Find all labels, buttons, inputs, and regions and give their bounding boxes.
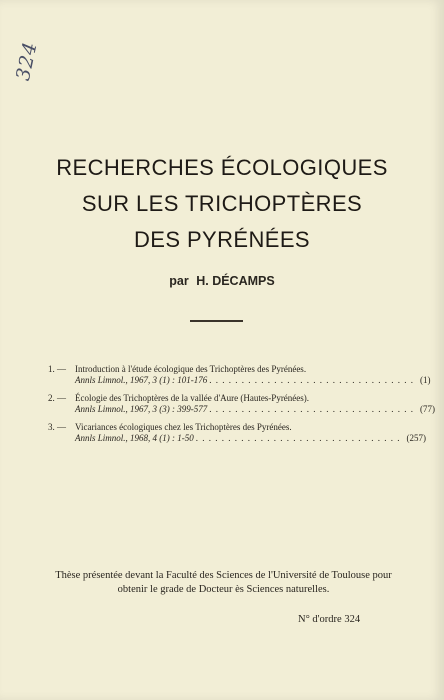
thesis-statement: Thèse présentée devant la Faculté des Sciences de l'Université de Toulouse pour obtenir le grade de Docteur ès Sciences naturelles. — [55, 570, 392, 595]
leader-dots: . . . . . . . . . . . . . . . . . . . . . . . . . . . . . . . . — [195, 432, 401, 443]
work-page: (257) — [406, 432, 426, 443]
work-number: 2. — — [48, 393, 66, 403]
leader-dots: . . . . . . . . . . . . . . . . . . . . . . . . . . . . . . . . — [209, 374, 414, 385]
work-reference — [75, 432, 426, 444]
title-line-1: RECHERCHES ÉCOLOGIQUES — [56, 155, 388, 180]
work-citation: Annls Limnol., 1967, 3 (3) : 399-577 — [75, 403, 208, 414]
author-prefix: par — [169, 274, 189, 288]
work-item-1 — [48, 364, 431, 385]
work-number: 1. — — [48, 364, 66, 374]
document-title — [0, 150, 444, 258]
leader-dots: . . . . . . . . . . . . . . . . . . . . . . . . . . . . . . . . — [209, 403, 414, 414]
works-list — [48, 364, 435, 451]
work-item-3 — [48, 422, 426, 443]
work-page: (77) — [420, 403, 435, 414]
work-text: Écologie des Trichoptères de la vallée d'Aure (Hautes-Pyrénées). — [75, 393, 310, 403]
author-line — [0, 274, 444, 288]
work-reference — [75, 403, 435, 415]
handwritten-note: 324 — [12, 39, 42, 83]
work-page: (1) — [420, 374, 431, 385]
title-line-2: SUR LES TRICHOPTÈRES — [81, 191, 363, 216]
work-text: Vicariances écologiques chez les Trichoptères des Pyrénées. — [75, 422, 292, 432]
order-number: N° d'ordre 324 — [298, 614, 361, 625]
author-name: H. DÉCAMPS — [196, 274, 275, 288]
work-citation: Annls Limnol., 1968, 4 (1) : 1-50 — [75, 432, 194, 443]
work-reference — [75, 374, 431, 386]
work-text: Introduction à l'étude écologique des Trichoptères des Pyrénées. — [75, 364, 307, 374]
work-item-2 — [48, 393, 435, 414]
work-citation: Annls Limnol., 1967, 3 (1) : 101-176 — [75, 374, 208, 385]
title-line-3: DES PYRÉNÉES — [134, 227, 310, 252]
work-number: 3. — — [48, 422, 66, 432]
title-divider — [190, 320, 243, 322]
